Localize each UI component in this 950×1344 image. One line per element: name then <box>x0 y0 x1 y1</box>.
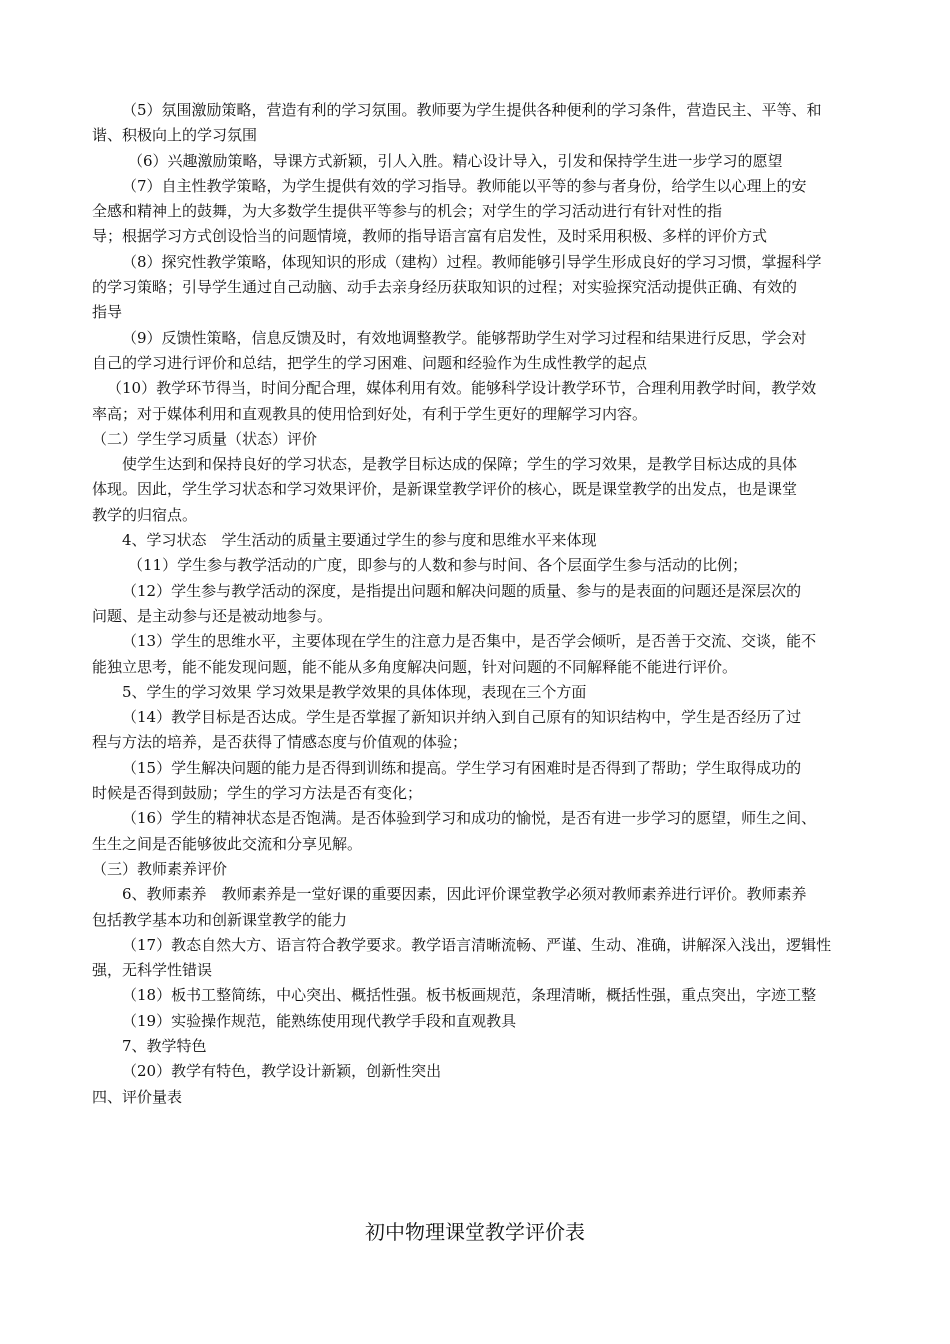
paragraph <box>92 756 862 807</box>
paragraph <box>92 1009 862 1034</box>
paragraph <box>92 1085 862 1110</box>
paragraph <box>92 882 862 933</box>
paragraph <box>92 553 862 578</box>
text-line: （14）教学目标是否达成。学生是否掌握了新知识并纳入到自己原有的知识结构中，学生是否经历了过 <box>122 708 802 727</box>
text-line: （二）学生学习质量（状态）评价 <box>92 429 318 448</box>
text-line: 教学的归宿点。 <box>92 505 198 524</box>
paragraph <box>92 452 862 528</box>
text-line: （18）板书工整简练，中心突出、概括性强。板书板画规范，条理清晰，概括性强，重点突出，字迹工整 <box>122 986 817 1005</box>
text-line: 5、学生的学习效果 学习效果是教学效果的具体体现，表现在三个方面 <box>122 682 587 701</box>
paragraph <box>92 857 862 882</box>
text-line: 指导 <box>92 303 123 322</box>
paragraph <box>92 806 862 857</box>
paragraph <box>92 250 862 326</box>
text-line: 时候是否得到鼓励；学生的学习方法是否有变化； <box>92 784 423 803</box>
text-line: （6）兴趣激励策略，导课方式新颖，引人入胜。精心设计导入，引发和保持学生进一步学习的愿望 <box>128 151 783 170</box>
paragraph <box>92 174 862 250</box>
paragraph <box>92 376 862 427</box>
text-line: （三）教师素养评价 <box>92 859 228 878</box>
table-title: 初中物理课堂教学评价表 <box>365 1220 585 1244</box>
text-line: 的学习策略；引导学生通过自己动脑、动手去亲身经历获取知识的过程；对实验探究活动提供正确、有效的 <box>92 278 798 297</box>
text-line: 强，无科学性错误 <box>92 961 213 980</box>
text-line: 4、学习状态 学生活动的质量主要通过学生的参与度和思维水平来体现 <box>122 531 597 550</box>
paragraph <box>92 326 862 377</box>
text-line: （5）氛围激励策略，营造有利的学习氛围。教师要为学生提供各种便利的学习条件，营造民主、平等、和 <box>122 101 822 119</box>
text-line: 6、教师素养 教师素养是一堂好课的重要因素，因此评价课堂教学必须对教师素养进行评价。教师素养 <box>122 885 807 904</box>
paragraph <box>92 705 862 756</box>
paragraph <box>92 1034 862 1059</box>
text-line: （17）教态自然大方、语言符合教学要求。教学语言清晰流畅、严谨、生动、准确，讲解深入浅出，逻辑性 <box>122 935 832 954</box>
text-line: 生生之间是否能够彼此交流和分享见解。 <box>92 834 363 853</box>
paragraph <box>92 98 862 149</box>
text-line: （8）探究性教学策略，体现知识的形成（建构）过程。教师能够引导学生形成良好的学习习惯，掌握科学 <box>122 252 822 271</box>
text-line: （13）学生的思维水平，主要体现在学生的注意力是否集中，是否学会倾听，是否善于交流、交谈，能不 <box>122 632 817 651</box>
paragraph <box>92 528 862 553</box>
text-line: 率高；对于媒体利用和直观教具的使用恰到好处，有利于学生更好的理解学习内容。 <box>92 404 648 423</box>
text-line: （9）反馈性策略，信息反馈及时，有效地调整教学。能够帮助学生对学习过程和结果进行反思，学会对 <box>122 328 807 347</box>
paragraph <box>92 933 862 984</box>
paragraph <box>92 427 862 452</box>
document-body <box>92 98 862 1110</box>
text-line: 能独立思考，能不能发现问题，能不能从多角度解决问题，针对问题的不同解释能不能进行评价。 <box>92 657 738 676</box>
paragraph <box>92 680 862 705</box>
text-line: 包括教学基本功和创新课堂教学的能力 <box>92 910 348 929</box>
text-line: 7、教学特色 <box>122 1036 207 1055</box>
text-line: （12）学生参与教学活动的深度，是指提出问题和解决问题的质量、参与的是表面的问题还是深层次的 <box>122 581 802 600</box>
paragraph <box>92 629 862 680</box>
paragraph <box>92 983 862 1008</box>
text-line: （7）自主性教学策略，为学生提供有效的学习指导。教师能以平等的参与者身份，给学生以心理上的安 <box>122 176 807 195</box>
text-line: （15）学生解决问题的能力是否得到训练和提高。学生学习有困难时是否得到了帮助；学生取得成功的 <box>122 758 802 777</box>
text-line: （19）实验操作规范，能熟练使用现代教学手段和直观教具 <box>122 1011 517 1030</box>
text-line: 程与方法的培养，是否获得了情感态度与价值观的体验； <box>92 733 468 752</box>
text-line: （10）教学环节得当，时间分配合理，媒体利用有效。能够科学设计教学环节，合理利用教学时间，教学效 <box>107 379 817 398</box>
paragraph <box>92 579 862 630</box>
text-line: 体现。因此，学生学习状态和学习效果评价，是新课堂教学评价的核心，既是课堂教学的出发点，也是课堂 <box>92 480 798 499</box>
paragraph <box>92 149 862 174</box>
text-line: 四、评价量表 <box>92 1087 183 1106</box>
text-line: 自己的学习进行评价和总结，把学生的学习困难、问题和经验作为生成性教学的起点 <box>92 353 648 372</box>
text-line: （11）学生参与教学活动的广度，即参与的人数和参与时间、各个层面学生参与活动的比例； <box>128 556 748 575</box>
text-line: 全感和精神上的鼓舞，为大多数学生提供平等参与的机会；对学生的学习活动进行有针对性的指 <box>92 202 723 221</box>
text-line: （16）学生的精神状态是否饱满。是否体验到学习和成功的愉悦，是否有进一步学习的愿望，师生之间、 <box>122 809 817 828</box>
text-line: 导；根据学习方式创设恰当的问题情境，教师的指导语言富有启发性，及时采用积极、多样的评价方式 <box>92 227 768 246</box>
text-line: 问题、是主动参与还是被动地参与。 <box>92 606 333 625</box>
paragraph <box>92 1059 862 1084</box>
text-line: 使学生达到和保持良好的学习状态，是教学目标达成的保障；学生的学习效果，是教学目标达成的具体 <box>122 455 798 474</box>
text-line: （20）教学有特色，教学设计新颖，创新性突出 <box>122 1062 442 1081</box>
text-line: 谐、积极向上的学习氛围 <box>92 126 258 145</box>
